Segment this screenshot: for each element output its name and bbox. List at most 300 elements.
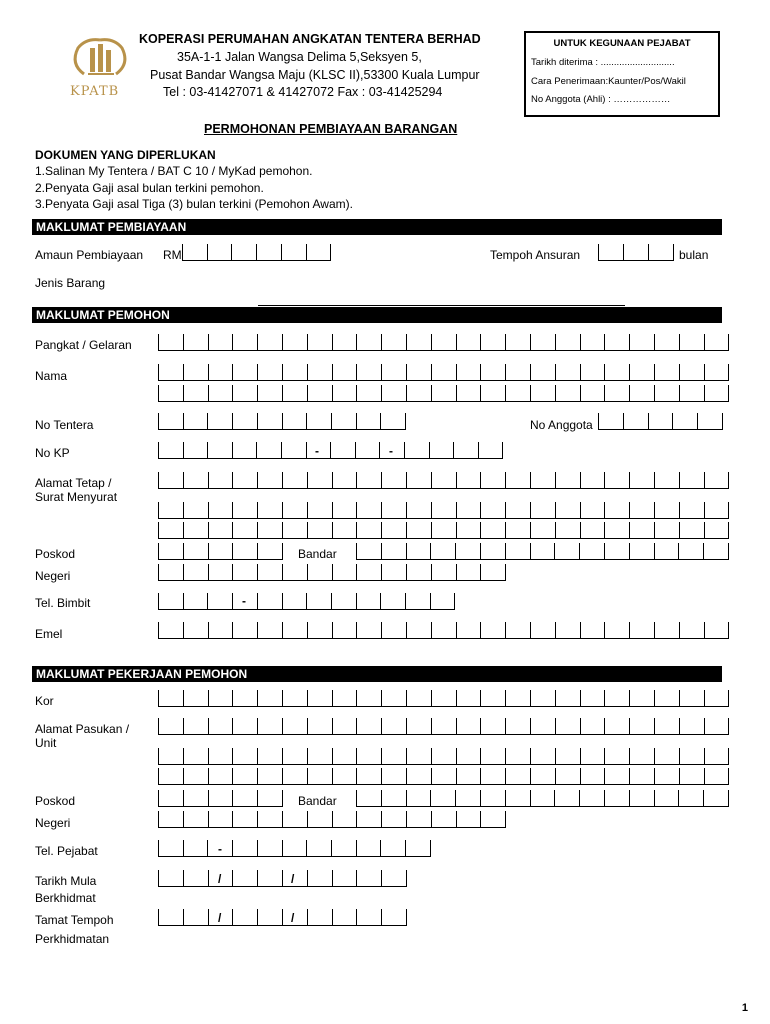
box-divider [207,244,208,261]
box-divider [728,748,729,765]
work-state-label: Negeri [35,816,71,830]
box-divider [456,522,457,539]
box-divider [555,718,556,735]
box-divider [207,413,208,430]
box-divider [381,622,382,639]
box-divider [679,364,680,381]
box-divider [555,768,556,785]
receipt-method: Cara Penerimaan:Kaunter/Pos/Wakil [531,76,686,87]
box-divider [679,522,680,539]
org-name: KOPERASI PERUMAHAN ANGKATAN TENTERA BERHAD [139,32,481,46]
box-divider [232,564,233,581]
box-divider [679,768,680,785]
start-date-label-2: Berkhidmat [35,891,96,905]
box-divider [555,748,556,765]
box-divider [356,840,357,857]
box-divider [678,790,679,807]
box-divider [480,811,481,828]
ic-dash-1: - [315,444,319,458]
box-divider [604,768,605,785]
box-divider [282,472,283,489]
box-divider [332,768,333,785]
box-divider [306,840,307,857]
address-line-1: 35A-1-1 Jalan Wangsa Delima 5,Seksyen 5, [177,50,422,64]
box-divider [158,622,159,639]
box-divider [183,748,184,765]
box-divider [307,472,308,489]
box-divider [678,543,679,560]
name-label: Nama [35,369,68,383]
box-divider [579,790,580,807]
box-divider [704,385,705,402]
box-divider [728,334,729,351]
work-city-input[interactable] [356,790,729,807]
box-divider [158,472,159,489]
box-divider [183,909,184,926]
box-divider [704,472,705,489]
box-divider [381,334,382,351]
box-divider [430,840,431,857]
mobile-input[interactable] [158,593,455,610]
box-divider [158,811,159,828]
postcode-input[interactable] [158,543,283,560]
box-divider [530,768,531,785]
box-divider [282,413,283,430]
box-divider [604,622,605,639]
box-divider [406,909,407,926]
box-divider [455,543,456,560]
box-divider [282,502,283,519]
box-divider [380,840,381,857]
unit-address-label-2: Unit [35,736,57,750]
box-divider [604,334,605,351]
box-divider [629,543,630,560]
box-divider [332,622,333,639]
box-divider [480,622,481,639]
box-divider [654,718,655,735]
box-divider [158,690,159,707]
box-divider [431,522,432,539]
box-divider [629,522,630,539]
box-divider [480,364,481,381]
box-divider [356,413,357,430]
box-divider [232,870,233,887]
box-divider [257,622,258,639]
box-divider [158,502,159,519]
box-divider [456,472,457,489]
box-divider [505,622,506,639]
box-divider [406,870,407,887]
office-phone-dash: - [218,842,222,856]
office-phone-input[interactable] [158,840,431,857]
box-divider [307,385,308,402]
box-divider [505,543,506,560]
box-divider [580,748,581,765]
box-divider [406,472,407,489]
city-input[interactable] [356,543,729,560]
box-divider [257,472,258,489]
box-divider [728,718,729,735]
name-input-line-2[interactable] [158,385,729,402]
box-divider [282,790,283,807]
start-date-input[interactable] [158,870,407,887]
box-divider [530,364,531,381]
box-divider [456,385,457,402]
box-divider [480,472,481,489]
box-divider [728,790,729,807]
box-divider [530,502,531,519]
box-divider [208,718,209,735]
box-divider [282,718,283,735]
box-divider [331,413,332,430]
box-divider [604,748,605,765]
box-divider [381,543,382,560]
tenure-label: Tempoh Ansuran [490,248,581,262]
box-divider [158,718,159,735]
box-divider [555,522,556,539]
box-divider [431,768,432,785]
box-divider [257,543,258,560]
box-divider [505,385,506,402]
box-divider [629,690,630,707]
box-divider [331,840,332,857]
box-divider [580,522,581,539]
box-divider [530,543,531,560]
box-divider [208,909,209,926]
box-divider [703,790,704,807]
box-divider [332,748,333,765]
tenure-input[interactable] [598,244,674,261]
address-line-2: Pusat Bandar Wangsa Maju (KLSC II),53300 Kuala Lumpur [150,68,480,82]
box-divider [530,748,531,765]
box-divider [555,364,556,381]
address-label-2: Surat Menyurat [35,490,118,504]
box-divider [356,622,357,639]
box-divider [654,364,655,381]
address-input-line-2[interactable] [158,502,729,519]
contact-line: Tel : 03-41427071 & 41427072 Fax : 03-41425294 [163,85,443,99]
box-divider [381,811,382,828]
box-divider [232,364,233,381]
box-divider [580,622,581,639]
box-divider [554,543,555,560]
box-divider [282,811,283,828]
section-financing [32,219,722,235]
unit-address-input-line-1[interactable] [158,718,729,735]
box-divider [232,385,233,402]
work-state-input[interactable] [158,811,506,828]
box-divider [406,718,407,735]
section-financing-heading: MAKLUMAT PEMBIAYAAN [36,220,187,234]
box-divider [257,718,258,735]
box-divider [183,385,184,402]
page-number: 1 [741,1002,748,1014]
box-divider [332,364,333,381]
box-divider [208,502,209,519]
box-divider [232,334,233,351]
box-divider [381,364,382,381]
box-divider [183,442,184,459]
box-divider [431,334,432,351]
box-divider [232,718,233,735]
box-divider [208,472,209,489]
box-divider [404,442,405,459]
box-divider [679,718,680,735]
work-postcode-label: Poskod [35,794,76,808]
city-label: Bandar [298,547,337,561]
box-divider [232,748,233,765]
unit-address-input-line-2[interactable] [158,748,729,765]
box-divider [505,364,506,381]
box-divider [406,748,407,765]
document-item: 3.Penyata Gaji asal Tiga (3) bulan terkini (Pemohon Awam). [35,197,353,211]
box-divider [208,622,209,639]
box-divider [282,909,283,926]
box-divider [604,472,605,489]
box-divider [505,502,506,519]
box-divider [431,364,432,381]
tenure-unit: bulan [679,248,709,262]
item-type-label: Jenis Barang [35,276,106,290]
box-divider [405,840,406,857]
army-no-input[interactable] [158,413,406,430]
box-divider [208,334,209,351]
postcode-label: Poskod [35,547,76,561]
work-city-label: Bandar [298,794,337,808]
box-divider [629,718,630,735]
box-divider [406,502,407,519]
box-divider [232,811,233,828]
box-divider [456,768,457,785]
box-divider [480,334,481,351]
unit-address-input-line-3[interactable] [158,768,729,785]
box-divider [480,768,481,785]
box-divider [256,244,257,261]
box-divider [672,413,673,430]
box-divider [158,522,159,539]
box-divider [406,768,407,785]
box-divider [183,564,184,581]
box-divider [629,748,630,765]
box-divider [629,768,630,785]
box-divider [380,413,381,430]
box-divider [282,840,283,857]
box-divider [208,543,209,560]
box-divider [282,522,283,539]
box-divider [673,244,674,261]
box-divider [505,748,506,765]
box-divider [381,502,382,519]
box-divider [307,909,308,926]
box-divider [379,442,380,459]
box-divider [158,768,159,785]
box-divider [307,622,308,639]
box-divider [158,840,159,857]
box-divider [356,364,357,381]
end-date-slash-2: / [291,911,295,925]
currency-label: RM [163,248,182,262]
box-divider [480,718,481,735]
work-postcode-input[interactable] [158,790,283,807]
end-date-input[interactable] [158,909,407,926]
box-divider [728,622,729,639]
box-divider [679,748,680,765]
box-divider [406,690,407,707]
box-divider [654,790,655,807]
box-divider [604,790,605,807]
box-divider [232,790,233,807]
box-divider [356,334,357,351]
box-divider [356,564,357,581]
box-divider [307,564,308,581]
address-input-line-1[interactable] [158,472,729,489]
box-divider [431,718,432,735]
state-input[interactable] [158,564,506,581]
box-divider [381,522,382,539]
box-divider [232,543,233,560]
box-divider [158,364,159,381]
box-divider [704,690,705,707]
box-divider [654,522,655,539]
box-divider [456,811,457,828]
office-member-no: No Anggota (Ahli) : ……………… [531,94,671,105]
box-divider [381,790,382,807]
box-divider [480,748,481,765]
box-divider [307,690,308,707]
box-divider [381,385,382,402]
box-divider [182,244,183,261]
box-divider [356,790,357,807]
box-divider [158,385,159,402]
box-divider [183,870,184,887]
box-divider [306,413,307,430]
box-divider [207,593,208,610]
box-divider [431,564,432,581]
box-divider [555,690,556,707]
box-divider [183,522,184,539]
box-divider [530,522,531,539]
item-type-input[interactable] [258,305,625,306]
box-divider [381,870,382,887]
box-divider [554,790,555,807]
box-divider [480,502,481,519]
box-divider [208,768,209,785]
box-divider [332,564,333,581]
box-divider [430,593,431,610]
box-divider [356,522,357,539]
box-divider [598,413,599,430]
box-divider [629,622,630,639]
box-divider [232,472,233,489]
box-divider [704,502,705,519]
box-divider [679,622,680,639]
box-divider [232,413,233,430]
box-divider [207,840,208,857]
box-divider [704,334,705,351]
box-divider [679,472,680,489]
box-divider [306,244,307,261]
box-divider [208,564,209,581]
box-divider [406,385,407,402]
box-divider [679,690,680,707]
box-divider [158,790,159,807]
box-divider [183,718,184,735]
box-divider [431,385,432,402]
corps-label: Kor [35,694,54,708]
box-divider [654,385,655,402]
box-divider [704,522,705,539]
box-divider [454,593,455,610]
email-input[interactable] [158,622,729,639]
email-label: Emel [35,627,63,641]
box-divider [158,334,159,351]
rank-input[interactable] [158,334,729,351]
box-divider [158,593,159,610]
corps-input[interactable] [158,690,729,707]
box-divider [456,564,457,581]
box-divider [505,334,506,351]
ic-input[interactable] [158,442,503,459]
box-divider [183,811,184,828]
box-divider [406,522,407,539]
box-divider [257,385,258,402]
box-divider [158,564,159,581]
box-divider [598,244,599,261]
box-divider [648,244,649,261]
amount-input[interactable] [182,244,331,261]
box-divider [208,690,209,707]
box-divider [480,790,481,807]
box-divider [505,718,506,735]
box-divider [604,543,605,560]
box-divider [356,748,357,765]
box-divider [356,502,357,519]
box-divider [456,690,457,707]
box-divider [307,502,308,519]
box-divider [282,364,283,381]
box-divider [555,385,556,402]
box-divider [331,593,332,610]
box-divider [505,768,506,785]
box-divider [183,790,184,807]
box-divider [629,364,630,381]
box-divider [183,593,184,610]
box-divider [183,413,184,430]
box-divider [431,748,432,765]
box-divider [455,790,456,807]
box-divider [623,244,624,261]
box-divider [456,748,457,765]
box-divider [330,442,331,459]
box-divider [381,690,382,707]
box-divider [530,790,531,807]
box-divider [555,622,556,639]
box-divider [282,564,283,581]
box-divider [478,442,479,459]
box-divider [728,690,729,707]
box-divider [480,690,481,707]
box-divider [282,870,283,887]
box-divider [406,564,407,581]
box-divider [431,622,432,639]
name-input-line-1[interactable] [158,364,729,381]
box-divider [306,442,307,459]
member-no-input[interactable] [598,413,723,430]
box-divider [257,840,258,857]
box-divider [728,385,729,402]
box-divider [381,564,382,581]
address-input-line-3[interactable] [158,522,729,539]
